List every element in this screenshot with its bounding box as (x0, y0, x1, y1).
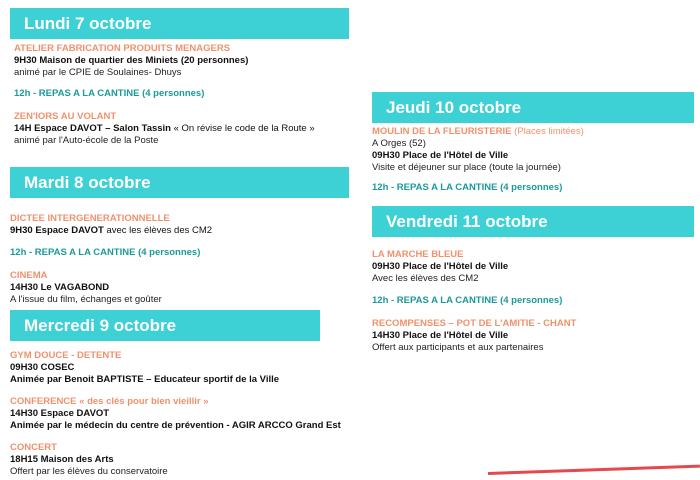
event-category (372, 126, 584, 138)
event-time-place (10, 225, 212, 237)
event-category: CONFERENCE « des clés pour bien vieillir » (10, 396, 209, 407)
event-detail: Animée par Benoit BAPTISTE – Educateur sportif de la Ville (10, 374, 280, 385)
day-header-mardi: Mardi 8 octobre (10, 167, 349, 198)
decorative-red-line (488, 465, 700, 475)
event-mercredi-conference (10, 396, 341, 432)
event-time-place-rest: avec les élèves des CM2 (103, 225, 213, 236)
event-detail: Avec les élèves des CM2 (372, 273, 479, 284)
day-header-vendredi: Vendredi 11 octobre (372, 206, 694, 237)
event-vendredi-marche (372, 249, 508, 285)
event-category: ATELIER FABRICATION PRODUITS MENAGERS (14, 43, 231, 54)
event-mercredi-concert (10, 442, 168, 478)
event-detail: Visite et déjeuner sur place (toute la journée) (372, 162, 561, 173)
event-time-place: 14H30 Le VAGABOND (10, 282, 110, 293)
lunch-jeudi: 12h - REPAS A LA CANTINE (4 personnes) (372, 182, 563, 193)
event-vendredi-recompenses (372, 318, 576, 354)
event-category-note: (Places limitées) (511, 126, 584, 137)
event-category: GYM DOUCE - DETENTE (10, 350, 122, 361)
event-mardi-dictee (10, 213, 212, 237)
event-category: LA MARCHE BLEUE (372, 249, 464, 260)
day-header-lundi: Lundi 7 octobre (10, 8, 349, 39)
lunch-lundi: 12h - REPAS A LA CANTINE (4 personnes) (14, 88, 205, 99)
event-time-place-bold: 9H30 Espace DAVOT (10, 225, 104, 236)
event-time-place: 9H30 Maison de quartier des Miniets (20 personnes) (14, 55, 249, 66)
event-detail: Offert aux participants et aux partenaires (372, 342, 544, 353)
event-time-place: 09H30 Place de l'Hôtel de Ville (372, 150, 509, 161)
lunch-mardi: 12h - REPAS A LA CANTINE (4 personnes) (10, 247, 201, 258)
event-time-place: 14H30 Espace DAVOT (10, 408, 110, 419)
event-detail: animé par le CPIE de Soulaines- Dhuys (14, 67, 182, 78)
event-detail: Offert par les élèves du conservatoire (10, 466, 168, 477)
event-time-place-rest: « On révise le code de la Route » (170, 123, 315, 134)
event-lundi-atelier (14, 43, 248, 79)
event-category-main: MOULIN DE LA FLEURISTERIE (372, 126, 512, 137)
event-lundi-zeniors (14, 111, 315, 147)
event-category: ZEN'IORS AU VOLANT (14, 111, 117, 122)
event-mercredi-gym (10, 350, 279, 386)
day-header-mercredi: Mercredi 9 octobre (10, 310, 320, 341)
event-detail: Animée par le médecin du centre de prévention - AGIR ARCCO Grand Est (10, 420, 341, 431)
day-header-jeudi: Jeudi 10 octobre (372, 92, 694, 123)
event-time-place: 09H30 COSEC (10, 362, 75, 373)
event-category: CONCERT (10, 442, 57, 453)
event-detail: A l'issue du film, échanges et goûter (10, 294, 162, 305)
event-category: CINEMA (10, 270, 48, 281)
event-category: DICTEE INTERGENERATIONNELLE (10, 213, 170, 224)
event-location: A Orges (52) (372, 138, 426, 149)
event-time-place: 14H30 Place de l'Hôtel de Ville (372, 330, 509, 341)
event-mardi-cinema (10, 270, 162, 306)
event-time-place (14, 123, 315, 135)
event-time-place: 09H30 Place de l'Hôtel de Ville (372, 261, 509, 272)
lunch-vendredi: 12h - REPAS A LA CANTINE (4 personnes) (372, 295, 563, 306)
event-time-place-bold: 14H Espace DAVOT – Salon Tassin (14, 123, 171, 134)
event-detail: animé par l'Auto-école de la Poste (14, 135, 159, 146)
event-time-place: 18H15 Maison des Arts (10, 454, 114, 465)
event-category: RECOMPENSES – POT DE L'AMITIE - CHANT (372, 318, 577, 329)
event-jeudi-moulin (372, 126, 584, 174)
